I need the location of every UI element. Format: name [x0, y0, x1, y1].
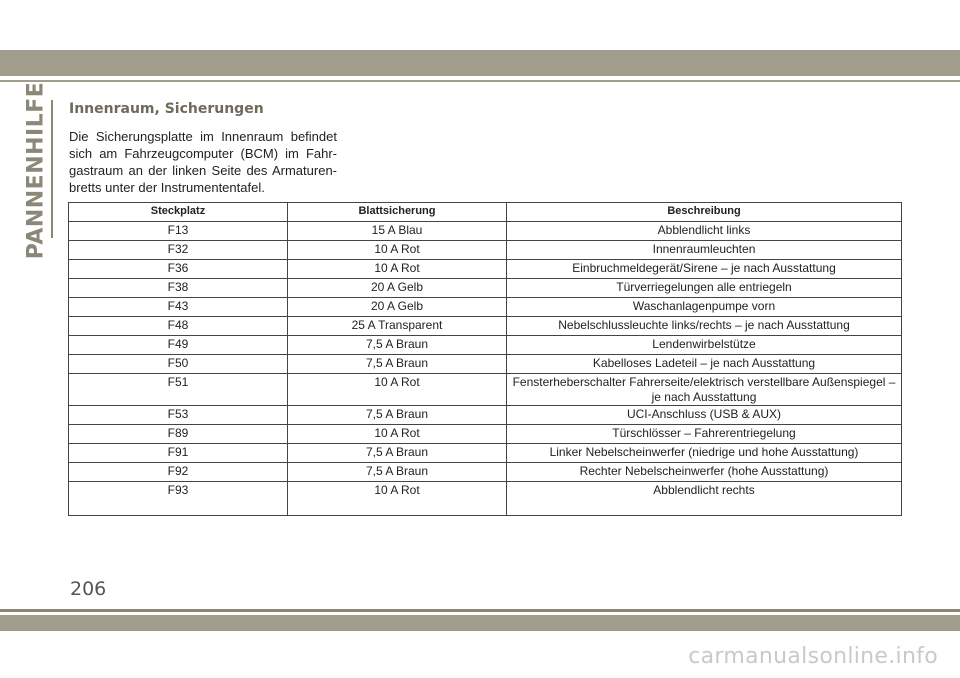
fuse-table: [68, 202, 902, 516]
cell-fuse: 15 A Blau: [288, 222, 507, 241]
cell-fuse: 7,5 A Braun: [288, 444, 507, 463]
cell-slot: F38: [69, 279, 288, 298]
chapter-side-rule: [51, 100, 53, 238]
cell-description: Linker Nebelscheinwerfer (niedrige und hohe Ausstattung): [507, 444, 902, 463]
cell-fuse: 7,5 A Braun: [288, 336, 507, 355]
table-row: [69, 260, 902, 279]
table-row: [69, 406, 902, 425]
cell-description: Nebelschlussleuchte links/rechts – je nach Ausstattung: [507, 317, 902, 336]
cell-description: Lendenwirbelstütze: [507, 336, 902, 355]
header-description: Beschreibung: [507, 203, 902, 222]
cell-fuse: 20 A Gelb: [288, 298, 507, 317]
watermark: carmanualsonline.info: [688, 644, 938, 669]
cell-slot: F89: [69, 425, 288, 444]
cell-description: Türschlösser – Fahrerentriegelung: [507, 425, 902, 444]
cell-slot: F91: [69, 444, 288, 463]
cell-slot: F50: [69, 355, 288, 374]
cell-fuse: 20 A Gelb: [288, 279, 507, 298]
footer-rule: [0, 609, 960, 612]
header-rule: [0, 80, 960, 82]
cell-description: Innenraumleuchten: [507, 241, 902, 260]
cell-slot: F49: [69, 336, 288, 355]
cell-fuse: 7,5 A Braun: [288, 355, 507, 374]
cell-description: Einbruchmeldegerät/Sirene – je nach Ausstattung: [507, 260, 902, 279]
footer-band: [0, 615, 960, 631]
header-slot: Steckplatz: [69, 203, 288, 222]
cell-description: Waschanlagenpumpe vorn: [507, 298, 902, 317]
cell-fuse: 10 A Rot: [288, 482, 507, 516]
table-row: [69, 374, 902, 406]
cell-slot: F92: [69, 463, 288, 482]
cell-slot: F36: [69, 260, 288, 279]
table-row: [69, 463, 902, 482]
cell-slot: F51: [69, 374, 288, 406]
cell-description: Kabelloses Ladeteil – je nach Ausstattung: [507, 355, 902, 374]
table-row: [69, 482, 902, 516]
section-heading: Innenraum, Sicherungen: [69, 101, 264, 117]
cell-fuse: 25 A Transparent: [288, 317, 507, 336]
cell-description: Abblendlicht links: [507, 222, 902, 241]
cell-description: Fensterheberschalter Fahrerseite/elektrisch verstellbare Außenspiegel – je nach Ausstattung: [507, 374, 902, 406]
cell-description: Türverriegelungen alle entriegeln: [507, 279, 902, 298]
cell-fuse: 7,5 A Braun: [288, 406, 507, 425]
cell-slot: F48: [69, 317, 288, 336]
cell-slot: F32: [69, 241, 288, 260]
table-row: [69, 336, 902, 355]
cell-description: Rechter Nebelscheinwerfer (hohe Ausstattung): [507, 463, 902, 482]
cell-fuse: 10 A Rot: [288, 374, 507, 406]
cell-slot: F13: [69, 222, 288, 241]
intro-paragraph: Die Sicherungsplatte im Innenraum befindet sich am Fahrzeugcomputer (BCM) im Fahr-gastraum an der linken Seite des Armaturen-bretts unter der Instrumententafel.: [69, 129, 337, 195]
cell-fuse: 7,5 A Braun: [288, 463, 507, 482]
cell-fuse: 10 A Rot: [288, 425, 507, 444]
chapter-side-label: [22, 81, 50, 259]
cell-slot: F43: [69, 298, 288, 317]
table-row: [69, 444, 902, 463]
table-row: [69, 222, 902, 241]
cell-description: Abblendlicht rechts: [507, 482, 902, 516]
chapter-title: PANNENHILFE: [23, 81, 49, 259]
table-row: [69, 279, 902, 298]
table-row: [69, 298, 902, 317]
table-row: [69, 355, 902, 374]
cell-fuse: 10 A Rot: [288, 260, 507, 279]
header-fuse: Blattsicherung: [288, 203, 507, 222]
table-row: [69, 241, 902, 260]
cell-slot: F53: [69, 406, 288, 425]
header-band: [0, 50, 960, 76]
table-header-row: [69, 203, 902, 222]
cell-slot: F93: [69, 482, 288, 516]
cell-fuse: 10 A Rot: [288, 241, 507, 260]
table-row: [69, 425, 902, 444]
cell-description: UCI-Anschluss (USB & AUX): [507, 406, 902, 425]
table-row: [69, 317, 902, 336]
page-number: 206: [70, 578, 107, 600]
